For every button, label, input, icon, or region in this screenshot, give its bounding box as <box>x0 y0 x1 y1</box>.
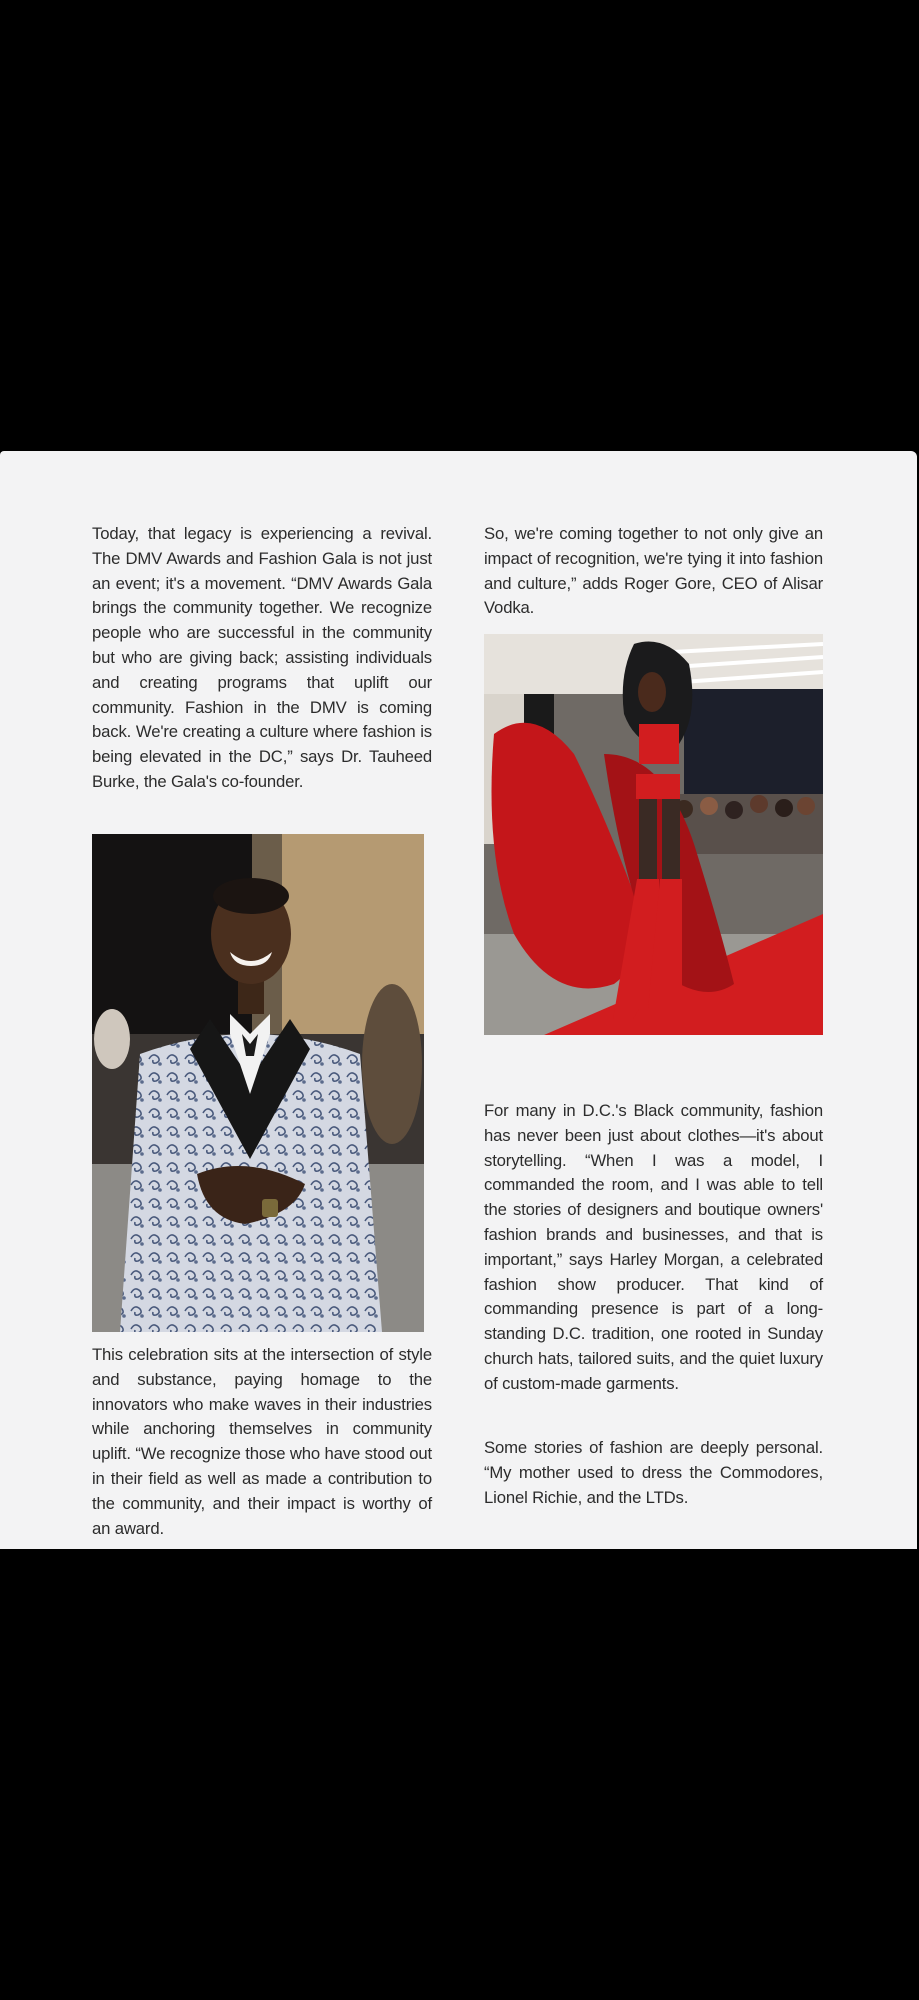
paragraph-text: So, we're coming together to not only give an impact of recognition, we're tying it into fashion and culture,” adds Roger Gore, CEO of Alisar Vodka. <box>484 524 823 618</box>
photo-man-in-paisley-tuxedo <box>92 834 424 1332</box>
runway-illustration <box>484 634 823 1035</box>
man-portrait-illustration <box>92 834 424 1332</box>
article-paragraph-left-1 <box>92 522 432 795</box>
paragraph-text: For many in D.C.'s Black community, fashion has never been just about clothes—it's about storytelling. “When I was a model, I commanded the room, and I was able to tell the stories of designers and boutique owners' fashion brands and businesses, and that is important,” says Harley Morgan, a celebrated fashion show producer. That kind of commanding presence is part of a long-standing D.C. tradition, one rooted in Sunday church hats, tailored suits, and the quiet luxury of custom-made garments. <box>484 1101 823 1393</box>
article-paragraph-left-2 <box>92 1343 432 1541</box>
paragraph-text: This celebration sits at the intersection of style and substance, paying homage to the innovators who make waves in their industries while anchoring themselves in community uplift. “We recognize those who have stood out in their field as well as made a contribution to the community, and their impact is worthy of an award. <box>92 1345 432 1538</box>
paragraph-text: Today, that legacy is experiencing a revival. The DMV Awards and Fashion Gala is not just an event; it's a movement. “DMV Awards Gala brings the community together. We recognize people who are successful in the community but who are giving back; assisting individuals and creating programs that uplift our community. Fashion in the DMV is coming back. We're creating a culture where fashion is being elevated in the DC,” says Dr. Tauheed Burke, the Gala's co-founder. <box>92 524 432 791</box>
article-paragraph-right-1 <box>484 522 823 621</box>
magazine-page <box>0 451 917 1549</box>
photo-runway-model-red-cape <box>484 634 823 1035</box>
article-paragraph-right-3 <box>484 1436 823 1510</box>
article-paragraph-right-2 <box>484 1099 823 1397</box>
paragraph-text: Some stories of fashion are deeply personal. “My mother used to dress the Commodores, Lionel Richie, and the LTDs. <box>484 1438 823 1507</box>
